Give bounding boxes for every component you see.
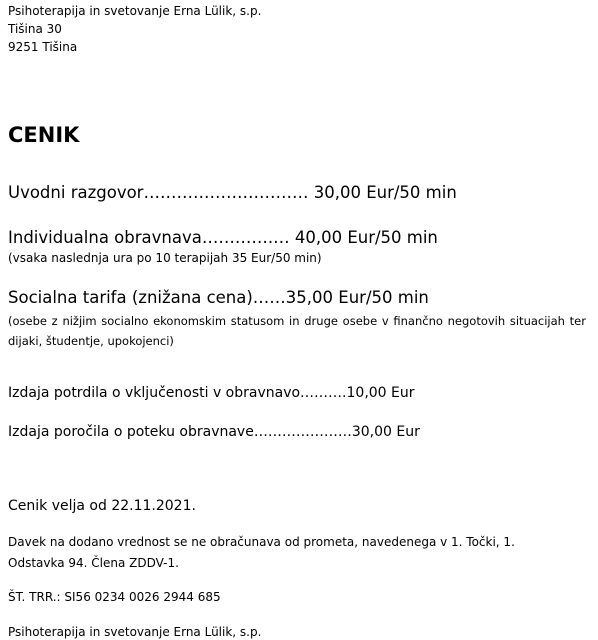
vat-notice-line-2: Odstavka 94. Člena ZDDV-1.: [8, 556, 179, 570]
page-title: CENIK: [8, 123, 80, 147]
bank-account: ŠT. TRR.: SI56 0234 0026 2944 685: [8, 590, 221, 604]
fee-certificate: Izdaja potrdila o vključenosti v obravnavo……….10,00 Eur: [8, 385, 415, 401]
price-individual-note: (vsaka naslednja ura po 10 terapijah 35 Eur/50 min): [8, 251, 322, 265]
fee-report: Izdaja poročila o poteku obravnave…………………30,00 Eur: [8, 424, 420, 440]
price-intro-conversation: Uvodni razgovor………………………… 30,00 Eur/50 min: [8, 183, 457, 202]
company-city: 9251 Tišina: [8, 40, 78, 54]
company-street: Tišina 30: [8, 22, 62, 36]
validity-date: Cenik velja od 22.11.2021.: [8, 498, 196, 514]
price-social-note: (osebe z nižjim socialno ekonomskim statusom in druge osebe v finančno negotovih situacijah ter dijaki, študentje, upokojenci): [8, 314, 586, 348]
company-name: Psihoterapija in svetovanje Erna Lülik, s.p.: [8, 4, 262, 18]
price-individual-treatment: Individualna obravnava………….… 40,00 Eur/50 min: [8, 228, 438, 247]
footer-company-name: Psihoterapija in svetovanje Erna Lülik, s.p.: [8, 625, 262, 639]
price-social-tariff: Socialna tarifa (znižana cena)……35,00 Eur/50 min: [8, 288, 429, 307]
vat-notice-line-1: Davek na dodano vrednost se ne obračunava od prometa, navedenega v 1. Točki, 1.: [8, 535, 515, 549]
